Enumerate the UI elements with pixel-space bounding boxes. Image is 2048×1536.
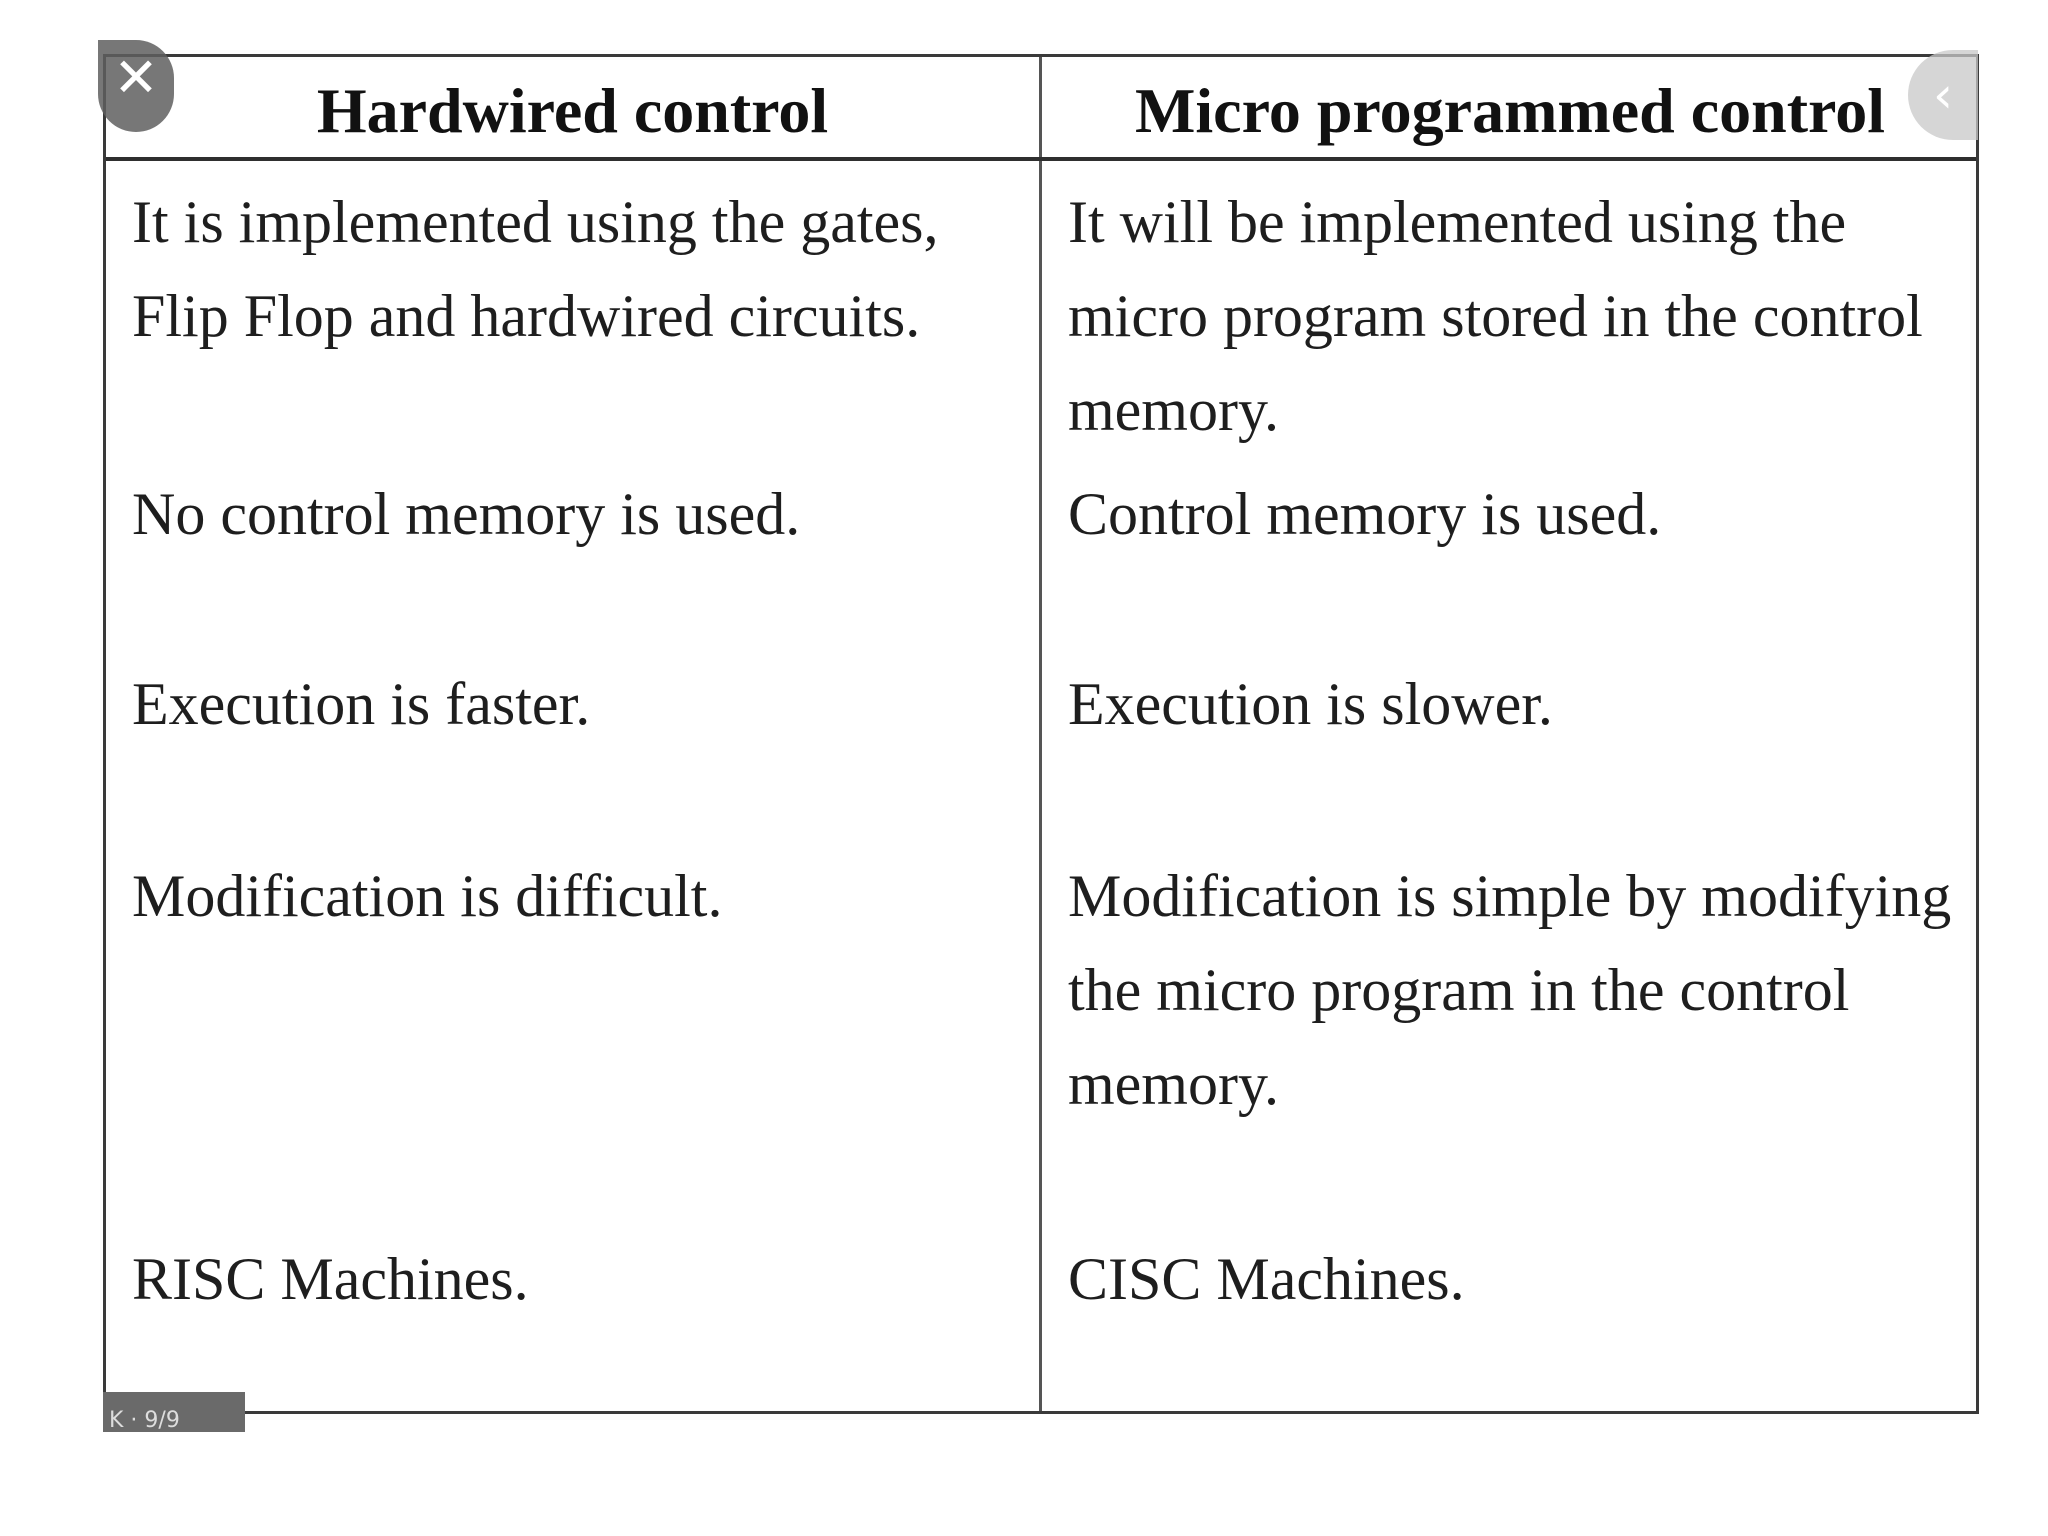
column-divider xyxy=(1039,57,1042,1411)
close-button[interactable] xyxy=(98,40,174,132)
row-4-microprogrammed: Modification is simple by modifying the micro program in the control memory. xyxy=(1068,863,1952,1117)
comparison-table xyxy=(103,54,1979,1414)
row-3-hardwired: Execution is faster. xyxy=(132,671,591,737)
row-3-microprogrammed: Execution is slower. xyxy=(1068,671,1553,737)
row-1-microprogrammed: It will be implemented using the micro program stored in the control memory. xyxy=(1068,189,1923,443)
close-icon: ✕ xyxy=(113,46,159,109)
row-2-hardwired: No control memory is used. xyxy=(132,481,801,547)
chevron-left-icon: ‹ xyxy=(1933,66,1953,124)
header-hardwired-control: Hardwired control xyxy=(316,75,829,146)
row-2-microprogrammed: Control memory is used. xyxy=(1068,481,1662,547)
page-indicator: K · 9/9 xyxy=(103,1392,245,1432)
header-micro-programmed-control: Micro programmed control xyxy=(1134,75,1886,146)
row-4-hardwired: Modification is difficult. xyxy=(132,863,723,929)
row-5-microprogrammed: CISC Machines. xyxy=(1068,1246,1465,1312)
row-1-hardwired: It is implemented using the gates, Flip Flop and hardwired circuits. xyxy=(132,189,939,349)
table-header-row xyxy=(106,57,1976,161)
row-5-hardwired: RISC Machines. xyxy=(132,1246,529,1312)
